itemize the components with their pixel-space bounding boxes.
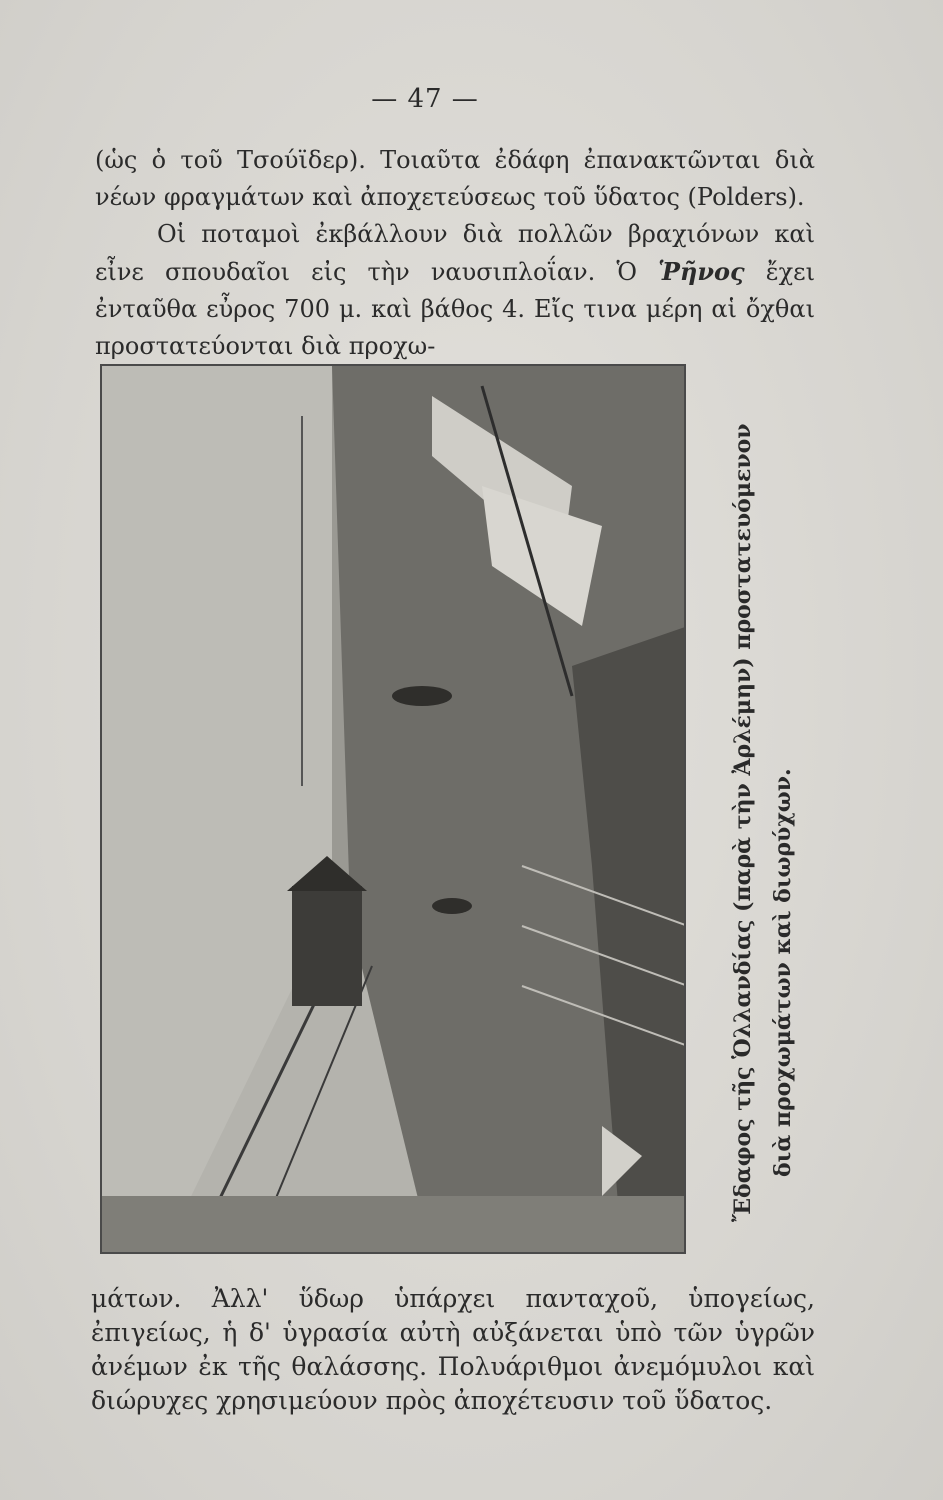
paragraph-2 [95, 216, 815, 365]
figure-caption [723, 362, 813, 1222]
illustration-dutch-landscape [100, 364, 686, 1254]
paragraph-2-text-a: Οἱ ποταμοὶ ἐκβάλλουν διὰ πολλῶν βραχιόνων καὶ εἶνε σπουδαῖοι εἰς τὴν ναυσιπλοΐαν. Ὁ [95, 220, 815, 286]
landscape-engraving [102, 366, 686, 1254]
rhine-bold: Ῥῆνος [658, 257, 745, 286]
page-number: — 47 — [371, 84, 479, 114]
caption-line-2: διὰ προχωμάτων καὶ διωρύχων. [770, 768, 796, 1177]
caption-line-1: Ἔδαφος τῆς Ὁλλανδίας (παρὰ τὴν Ἀρλέμην) προστατευόμενον [730, 423, 756, 1222]
paragraph-2-text-b: ἔχει ἐνταῦθα εὖρος 700 μ. καὶ βάθος 4. Εἴς τινα μέρη αἱ ὄχθαι προστατεύονται διὰ προχω- [95, 258, 815, 360]
house-shape [292, 886, 362, 1006]
bottom-paragraph [91, 1282, 815, 1418]
top-paragraphs [95, 142, 815, 365]
paragraph-1: (ὡς ὁ τοῦ Τσούϊδερ). Τοιαῦτα ἐδάφη ἐπανακτῶνται διὰ νέων φραγμάτων καὶ ἀποχετεύσεως τοῦ ὕδατος (Polders). [95, 146, 815, 211]
paragraph-3: μάτων. Ἀλλ' ὕδωρ ὑπάρχει πανταχοῦ, ὑπογείως, ἐπιγείως, ἡ δ' ὑγρασία αὐτὴ αὐξάνεται ὑπὸ τῶν ὑγρῶν ἀνέμων ἐκ τῆς θαλάσσης. Πολυάριθμοι ἀνεμόμυλοι καὶ διώρυχες χρησιμεύουν πρὸς ἀποχέτευσιν τοῦ ὕδατος. [91, 1284, 815, 1415]
